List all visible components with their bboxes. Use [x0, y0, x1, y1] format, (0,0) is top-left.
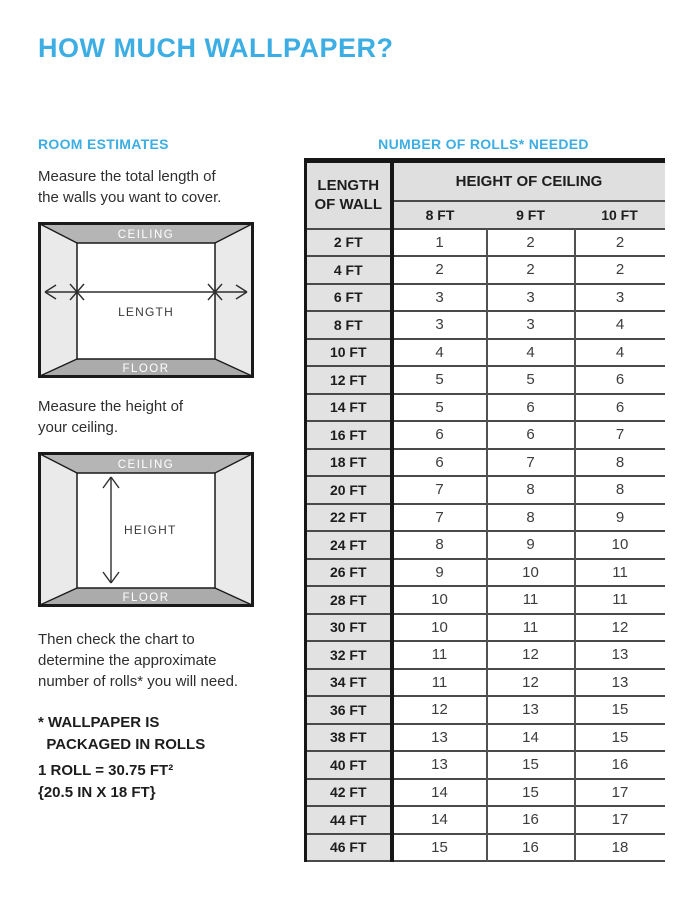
- rolls-count-cell: 10: [431, 618, 448, 636]
- ceiling-height-group-header: HEIGHT OF CEILING: [392, 161, 665, 201]
- table-row: [306, 806, 665, 834]
- rolls-count-cell: 3: [487, 284, 575, 312]
- wall-length-cell: 46 FT: [306, 834, 392, 862]
- table-row: [306, 724, 665, 752]
- height-label: HEIGHT: [124, 523, 177, 537]
- rolls-count-cell: 3: [435, 316, 444, 334]
- rolls-count-cell: 15: [575, 724, 665, 752]
- wall-length-cell: 36 FT: [306, 696, 392, 724]
- rolls-count-cell: 10: [575, 531, 665, 559]
- rolls-table-body: [306, 229, 665, 862]
- wall-length-cell: 12 FT: [306, 366, 392, 394]
- table-row: [306, 449, 665, 477]
- back-wall: [77, 243, 215, 359]
- rolls-count-cell: 3: [435, 288, 444, 306]
- rolls-count-cell: 16: [487, 834, 575, 862]
- rolls-count-cell: 9: [575, 504, 665, 532]
- rolls-count-cell: 10: [487, 559, 575, 587]
- rolls-count-cell: 16: [487, 806, 575, 834]
- wall-length-cell: 42 FT: [306, 779, 392, 807]
- table-row: [306, 339, 665, 367]
- table-row: [306, 641, 665, 669]
- instruction-check-chart: Then check the chart to determine the approximate number of rolls* you will need.: [38, 631, 239, 690]
- floor-label: FLOOR: [122, 363, 170, 375]
- table-row: [306, 256, 665, 284]
- table-row: [306, 229, 665, 257]
- right-wall-surface: [215, 454, 252, 605]
- wall-length-cell: 4 FT: [306, 256, 392, 284]
- wall-length-column-header: LENGTH OF WALL: [306, 161, 392, 229]
- table-row: [306, 421, 665, 449]
- wall-length-cell: 26 FT: [306, 559, 392, 587]
- rolls-count-cell: 5: [487, 366, 575, 394]
- rolls-count-cell: 11: [575, 559, 665, 587]
- rolls-count-cell: 2: [575, 256, 665, 284]
- rolls-count-cell: 6: [575, 366, 665, 394]
- rolls-count-cell: 6: [487, 394, 575, 422]
- rolls-count-cell: 7: [435, 508, 444, 526]
- left-wall-surface: [40, 454, 77, 605]
- wall-length-cell: 28 FT: [306, 586, 392, 614]
- table-row: [306, 779, 665, 807]
- rolls-count-cell: 12: [575, 614, 665, 642]
- wall-length-cell: 38 FT: [306, 724, 392, 752]
- rolls-count-cell: 15: [487, 779, 575, 807]
- table-row: [306, 504, 665, 532]
- rolls-count-cell: 2: [435, 261, 444, 279]
- table-row: [306, 586, 665, 614]
- wall-length-cell: 6 FT: [306, 284, 392, 312]
- left-wall-surface: [40, 224, 77, 376]
- rolls-count-cell: 2: [487, 229, 575, 257]
- table-row: [306, 696, 665, 724]
- column-header-10ft: 10 FT: [575, 201, 665, 229]
- table-row: [306, 614, 665, 642]
- rolls-count-cell: 7: [435, 481, 444, 499]
- rolls-count-cell: 10: [431, 591, 448, 609]
- wallpaper-rolls-footnote: * WALLPAPER IS PACKAGED IN ROLLS: [38, 714, 206, 753]
- table-row: [306, 669, 665, 697]
- table-row: [306, 476, 665, 504]
- wall-length-cell: 14 FT: [306, 394, 392, 422]
- rolls-count-cell: 13: [575, 641, 665, 669]
- page-title: HOW MUCH WALLPAPER?: [38, 33, 394, 63]
- rolls-count-cell: 2: [487, 256, 575, 284]
- rolls-count-cell: 14: [487, 724, 575, 752]
- wall-length-cell: 32 FT: [306, 641, 392, 669]
- rolls-count-cell: 1: [435, 233, 444, 251]
- rolls-count-cell: 8: [487, 504, 575, 532]
- table-row: [306, 834, 665, 862]
- rolls-count-cell: 13: [431, 728, 448, 746]
- rolls-count-cell: 17: [575, 806, 665, 834]
- table-row: [306, 751, 665, 779]
- rolls-count-cell: 9: [435, 563, 444, 581]
- room-length-diagram: [38, 222, 254, 378]
- table-row: [306, 559, 665, 587]
- wall-length-cell: 20 FT: [306, 476, 392, 504]
- instruction-measure-height: Measure the height of your ceiling.: [38, 398, 184, 436]
- rolls-count-cell: 3: [575, 284, 665, 312]
- rolls-count-cell: 9: [487, 531, 575, 559]
- wall-length-cell: 34 FT: [306, 669, 392, 697]
- rolls-count-cell: 15: [487, 751, 575, 779]
- rolls-count-cell: 11: [431, 673, 448, 691]
- table-row: [306, 311, 665, 339]
- rolls-count-cell: 8: [435, 536, 444, 554]
- table-row: [306, 531, 665, 559]
- rolls-count-cell: 6: [435, 426, 444, 444]
- floor-label: FLOOR: [122, 592, 170, 604]
- rolls-count-cell: 2: [575, 229, 665, 257]
- rolls-count-cell: 18: [575, 834, 665, 862]
- right-wall-surface: [215, 224, 252, 376]
- rolls-count-cell: 12: [487, 669, 575, 697]
- table-row: [306, 366, 665, 394]
- rolls-count-cell: 7: [487, 449, 575, 477]
- roll-size-note: 1 ROLL = 30.75 FT² {20.5 IN X 18 FT}: [38, 762, 174, 801]
- instruction-measure-length: Measure the total length of the walls you want to cover.: [38, 168, 222, 206]
- rolls-count-cell: 11: [431, 646, 448, 664]
- table-row: [306, 394, 665, 422]
- column-header-8ft: 8 FT: [392, 201, 487, 229]
- ceiling-label: CEILING: [117, 229, 175, 241]
- room-height-diagram: [38, 452, 254, 607]
- room-estimates-heading: ROOM ESTIMATES: [38, 136, 169, 152]
- rolls-count-cell: 11: [487, 614, 575, 642]
- rolls-count-cell: 6: [435, 453, 444, 471]
- rolls-count-cell: 5: [435, 398, 444, 416]
- rolls-table: [304, 158, 665, 862]
- wall-length-cell: 2 FT: [306, 229, 392, 257]
- rolls-count-cell: 11: [487, 586, 575, 614]
- wall-length-cell: 10 FT: [306, 339, 392, 367]
- table-row: [306, 284, 665, 312]
- rolls-count-cell: 15: [575, 696, 665, 724]
- rolls-count-cell: 4: [575, 339, 665, 367]
- rolls-count-cell: 13: [575, 669, 665, 697]
- wall-length-cell: 40 FT: [306, 751, 392, 779]
- rolls-count-cell: 4: [487, 339, 575, 367]
- rolls-count-cell: 13: [431, 756, 448, 774]
- rolls-needed-heading: NUMBER OF ROLLS* NEEDED: [378, 136, 589, 152]
- rolls-count-cell: 3: [487, 311, 575, 339]
- length-label: LENGTH: [118, 305, 174, 319]
- rolls-count-cell: 14: [431, 811, 448, 829]
- rolls-count-cell: 12: [431, 701, 448, 719]
- column-header-9ft: 9 FT: [487, 201, 575, 229]
- rolls-count-cell: 14: [431, 783, 448, 801]
- rolls-count-cell: 11: [575, 586, 665, 614]
- wall-length-cell: 24 FT: [306, 531, 392, 559]
- rolls-count-cell: 7: [575, 421, 665, 449]
- rolls-count-cell: 6: [487, 421, 575, 449]
- rolls-count-cell: 8: [575, 476, 665, 504]
- rolls-count-cell: 15: [431, 838, 448, 856]
- rolls-count-cell: 8: [575, 449, 665, 477]
- rolls-count-cell: 12: [487, 641, 575, 669]
- rolls-count-cell: 8: [487, 476, 575, 504]
- rolls-count-cell: 17: [575, 779, 665, 807]
- rolls-count-cell: 6: [575, 394, 665, 422]
- wall-length-cell: 16 FT: [306, 421, 392, 449]
- wall-length-cell: 8 FT: [306, 311, 392, 339]
- rolls-count-cell: 4: [435, 343, 444, 361]
- wall-length-cell: 18 FT: [306, 449, 392, 477]
- rolls-count-cell: 13: [487, 696, 575, 724]
- rolls-count-cell: 16: [575, 751, 665, 779]
- wall-length-cell: 44 FT: [306, 806, 392, 834]
- wall-length-cell: 22 FT: [306, 504, 392, 532]
- wall-length-cell: 30 FT: [306, 614, 392, 642]
- rolls-count-cell: 5: [435, 371, 444, 389]
- rolls-count-cell: 4: [575, 311, 665, 339]
- ceiling-label: CEILING: [117, 459, 175, 471]
